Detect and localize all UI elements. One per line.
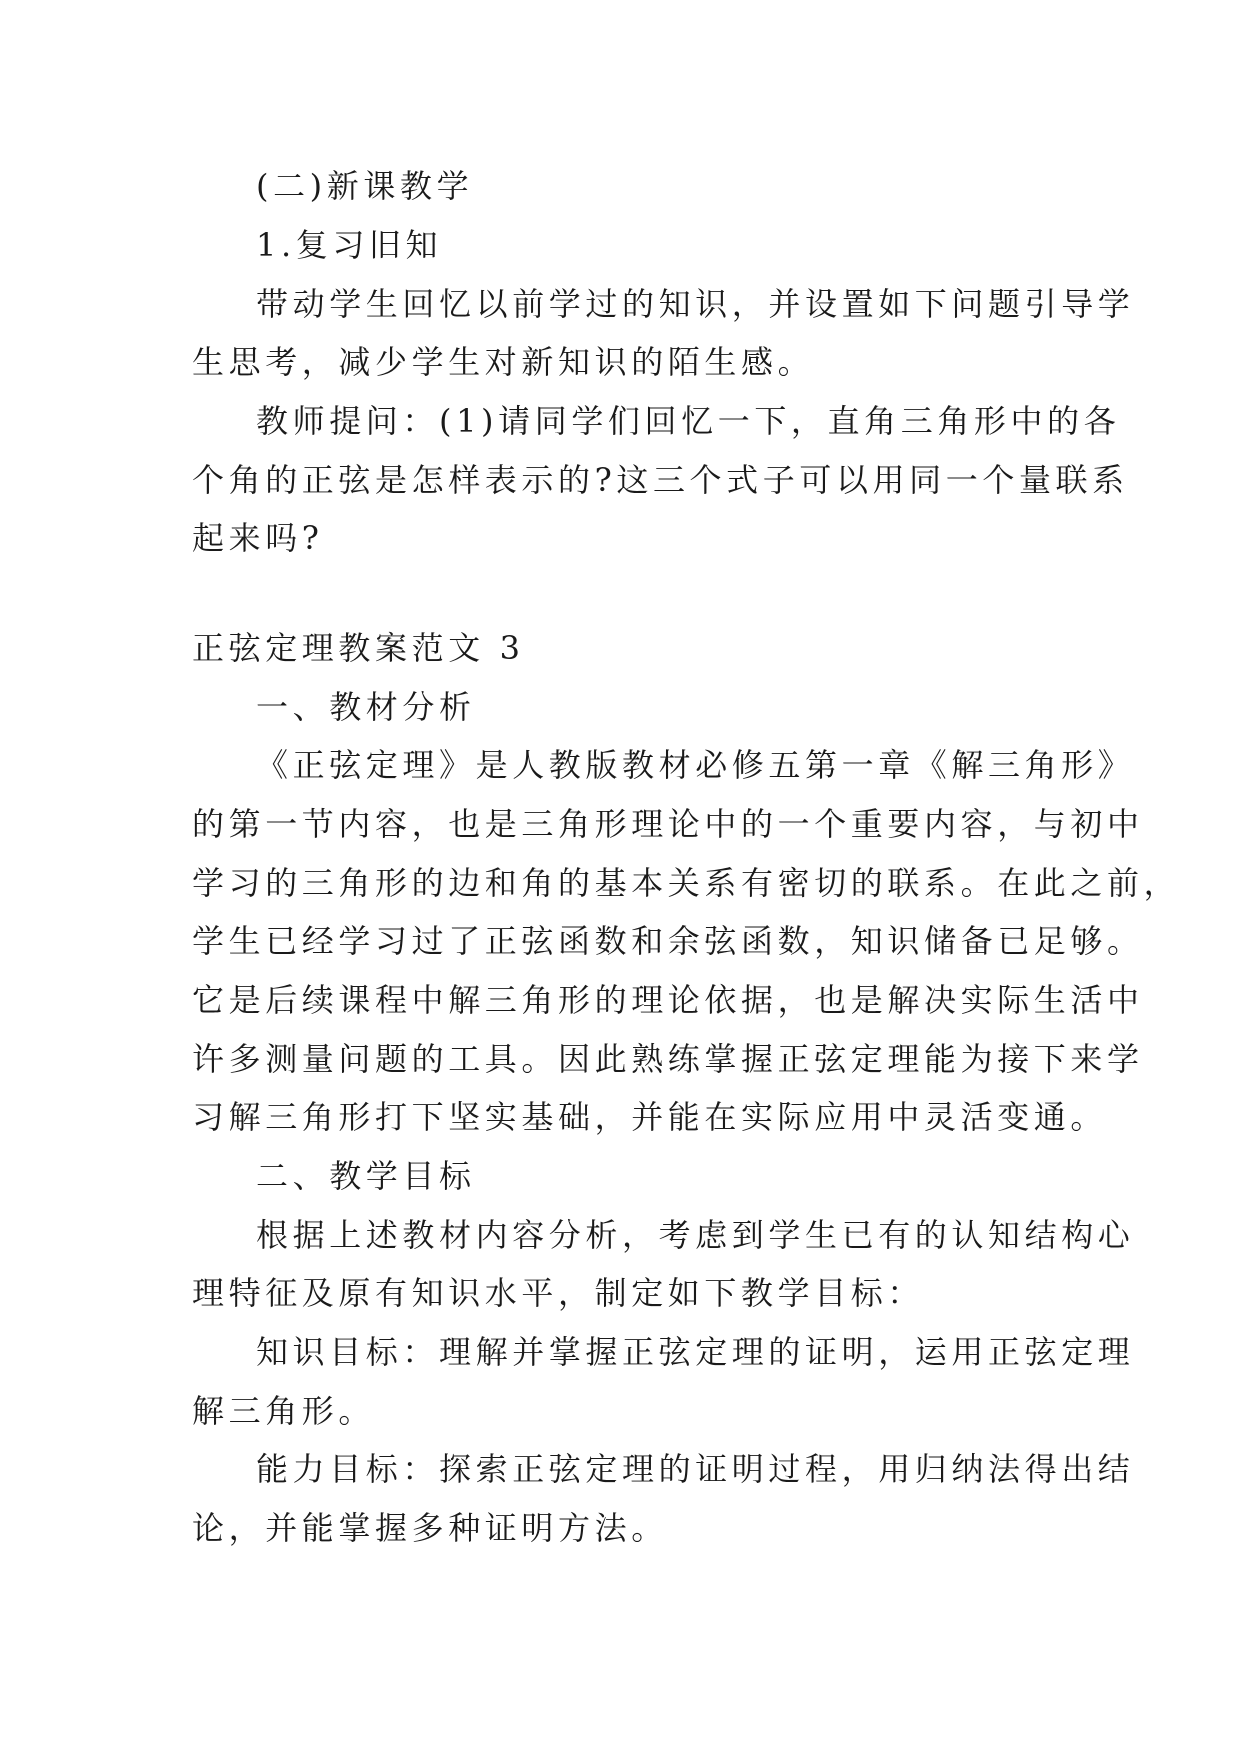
paragraph-line: 习解三角形打下坚实基础，并能在实际应用中灵活变通。 bbox=[192, 1098, 1108, 1136]
section-heading-material-analysis: 一、教材分析 bbox=[256, 688, 476, 726]
paragraph-line: 能力目标：探索正弦定理的证明过程，用归纳法得出结 bbox=[256, 1450, 1135, 1488]
paragraph-line: 的第一节内容，也是三角形理论中的一个重要内容，与初中 bbox=[192, 805, 1144, 843]
paragraph-line: 带动学生回忆以前学过的知识，并设置如下问题引导学 bbox=[256, 285, 1135, 323]
paragraph-line: 教师提问：(1)请同学们回忆一下，直角三角形中的各 bbox=[256, 402, 1121, 440]
document-title: 正弦定理教案范文 3 bbox=[192, 629, 525, 667]
paragraph-line: 生思考，减少学生对新知识的陌生感。 bbox=[192, 343, 815, 381]
paragraph-line: 起来吗? bbox=[192, 519, 324, 557]
paragraph-line: 根据上述教材内容分析，考虑到学生已有的认知结构心 bbox=[256, 1216, 1135, 1254]
paragraph-line: 学生已经学习过了正弦函数和余弦函数，知识储备已足够。 bbox=[192, 922, 1144, 960]
section-heading-teaching-goals: 二、教学目标 bbox=[256, 1157, 476, 1195]
paragraph-line: 学习的三角形的边和角的基本关系有密切的联系。在此之前， bbox=[192, 864, 1181, 902]
paragraph-line: 它是后续课程中解三角形的理论依据，也是解决实际生活中 bbox=[192, 981, 1144, 1019]
paragraph-line: 知识目标：理解并掌握正弦定理的证明，运用正弦定理 bbox=[256, 1333, 1135, 1371]
paragraph-line: 《正弦定理》是人教版教材必修五第一章《解三角形》 bbox=[256, 746, 1135, 784]
paragraph-line: 个角的正弦是怎样表示的?这三个式子可以用同一个量联系 bbox=[192, 461, 1129, 499]
paragraph-line: 论，并能掌握多种证明方法。 bbox=[192, 1509, 668, 1547]
section-heading-new-lesson: (二)新课教学 bbox=[256, 167, 474, 205]
paragraph-line: 许多测量问题的工具。因此熟练掌握正弦定理能为接下来学 bbox=[192, 1040, 1144, 1078]
paragraph-line: 解三角形。 bbox=[192, 1392, 376, 1430]
subheading-review: 1.复习旧知 bbox=[256, 226, 443, 264]
paragraph-line: 理特征及原有知识水平，制定如下教学目标： bbox=[192, 1274, 925, 1312]
